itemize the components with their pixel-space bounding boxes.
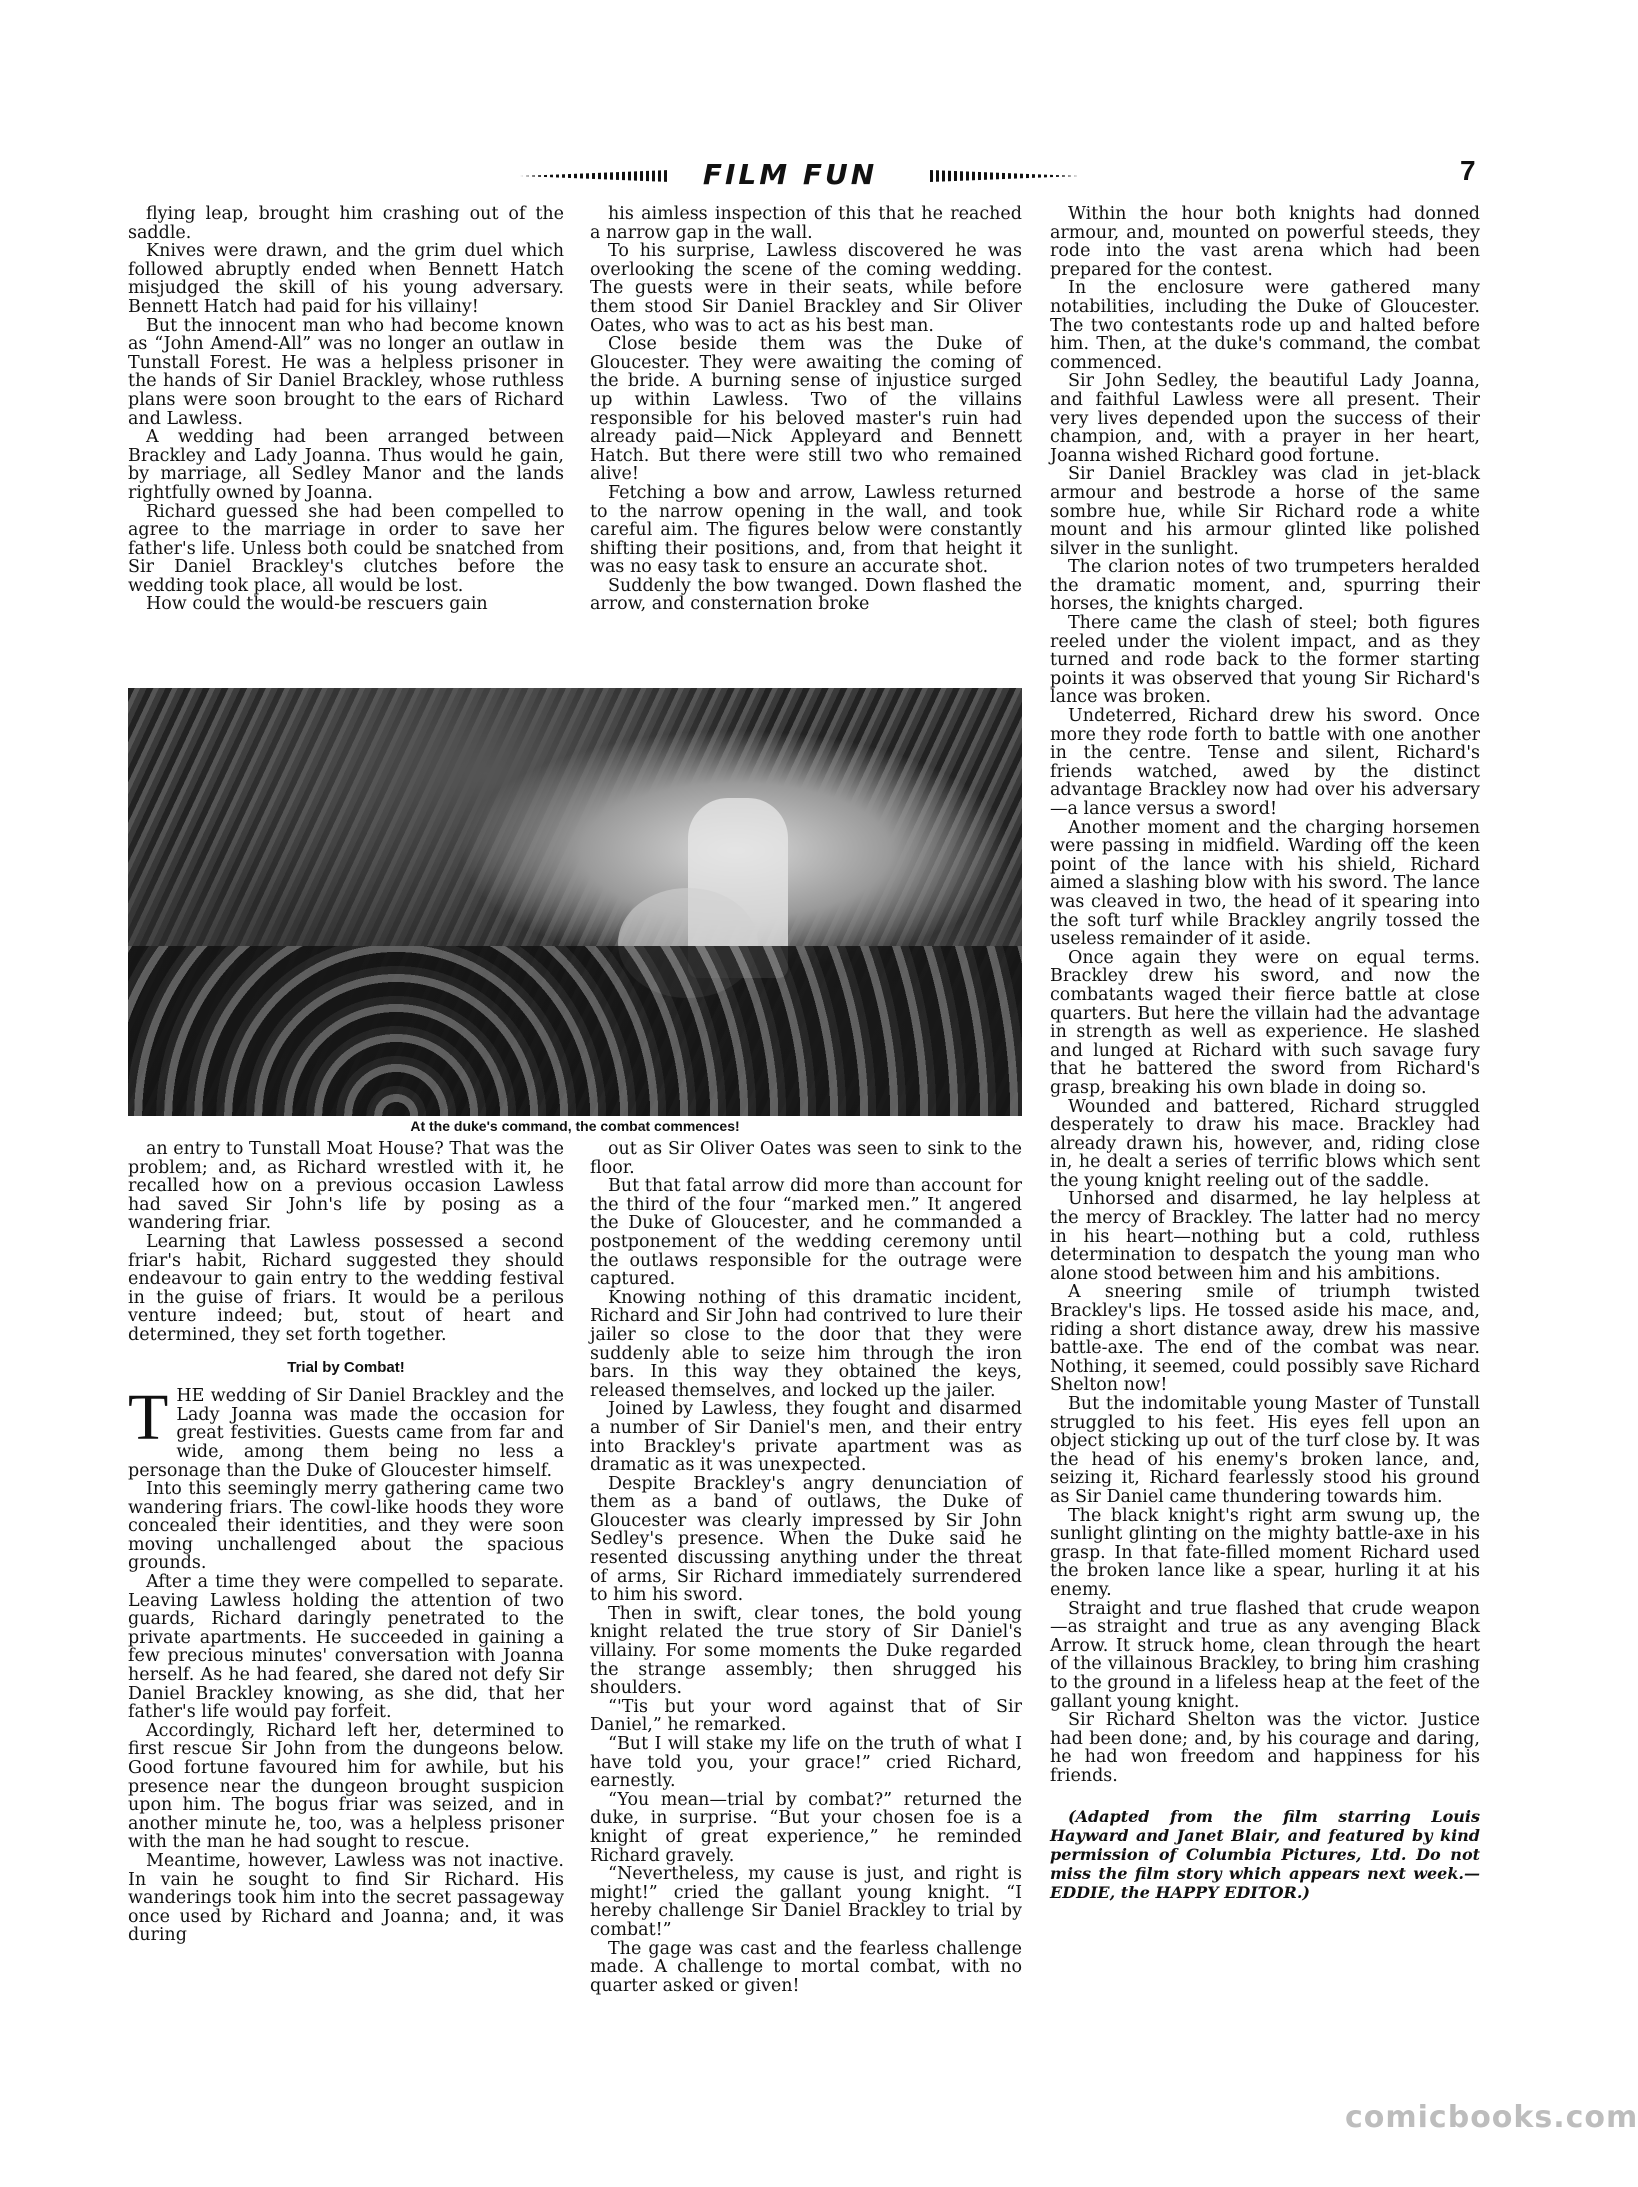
paragraph: Then in swift, clear tones, the bold young knight related the true story of Sir Daniel's villainy. For some moments the Duke regarded the strange assembly; then shrugged his shoulders.: [590, 1603, 1022, 1699]
paragraph: How could the would-be rescuers gain: [146, 594, 488, 615]
paragraph: an entry to Tunstall Moat House? That was the problem; and, as Richard wrestled with it, he recalled how on a previous occasion Lawless had saved Sir John's life by posing as a wandering friar.: [128, 1139, 564, 1234]
paragraph: Another moment and the charging horsemen were passing in midfield. Warding off the keen point of the lance with his shield, Richard aimed a slashing blow with his sword. The lance was cleaved in two, the head of it spearing into the soft turf while Brackley angrily tossed the useless remainder of it aside.: [1050, 817, 1480, 950]
paragraph: A wedding had been arranged between Brackley and Lady Joanna. Thus would he gain, by marriage, all Sedley Manor and the lands rightfully owned by Joanna.: [128, 427, 564, 503]
paragraph: “You mean—trial by combat?” returned the duke, in surprise. “But your chosen foe is a knight of great experience,” he reminded Richard gravely.: [590, 1789, 1022, 1866]
paragraph: Suddenly the bow twanged. Down flashed the arrow, and consternation broke: [590, 575, 1022, 615]
paragraph: But that fatal arrow did more than account for the third of the four “marked men.” It angered the Duke of Gloucester, and he commanded a postponement of the wedding ceremony until the outlaws responsible for the outrage were captured.: [590, 1176, 1022, 1290]
column-1-bottom: [128, 1140, 564, 1945]
column-1-bottom-paras: [128, 1140, 564, 1345]
paragraph: The black knight's right arm swung up, the sunlight glinting on the mighty battle-axe in his grasp. In that fate-filled moment Richard used the broken lance like a spear, hurling it at his enemy.: [1050, 1505, 1480, 1600]
masthead-right-ornament: [930, 170, 1080, 182]
paragraph: Undeterred, Richard drew his sword. Once more they rode forth to battle with one another in the centre. Tense and silent, Richard's friends watched, awed by the distinct advantage Brackley now had over his adversary—a lance versus a sword!: [1050, 706, 1480, 819]
paragraph: Fetching a bow and arrow, Lawless returned to the narrow opening in the wall, and took careful aim. The figures below were constantly shifting their positions, and, from that height it was no easy task to ensure an accurate shot.: [590, 482, 1022, 578]
paragraph: Once again they were on equal terms. Brackley drew his sword, and now the combatants waged their fierce battle at close quarters. But here the villain had the advantage in strength as well as experience. He slashed and lunged at Richard with such savage fury that he battered the sword from Richard's grasp, breaking his own blade in doing so.: [1050, 947, 1480, 1098]
paragraph: In the enclosure were gathered many notabilities, including the Duke of Gloucester. The two contestants rode up and halted before him. Then, at the duke's command, the combat commenced.: [1050, 278, 1480, 373]
paragraph: The clarion notes of two trumpeters heralded the dramatic moment, and, spurring their horses, the knights charged.: [1050, 557, 1480, 615]
paragraph: “But I will stake my life on the truth of what I have told you, your grace!” cried Richard, earnestly.: [590, 1734, 1022, 1792]
paragraph: Wounded and battered, Richard struggled desperately to draw his mace. Brackley had already drawn his, however, and, riding close in, he dealt a series of terrific blows which sent the young knight reeling out of the saddle.: [1050, 1096, 1480, 1191]
paragraph: Knowing nothing of this dramatic incident, Richard and Sir John had contrived to lure their jailer so close to the door that they were suddenly able to seize him through the iron bars. In this way they obtained the keys, released themselves, and locked up the jailer.: [590, 1287, 1022, 1401]
paragraph: Despite Brackley's angry denunciation of them as a band of outlaws, the Duke of Gloucester was clearly impressed by Sir John Sedley's presence. When the Duke said he resented discussing anything under the threat of arms, Sir Richard immediately surrendered to him his sword.: [590, 1473, 1022, 1606]
site-watermark: comicbooks.com: [1345, 2100, 1638, 2135]
paragraph: A sneering smile of triumph twisted Brackley's lips. He tossed aside his mace, and, riding a short distance away, drew his massive battle-axe. The end of the combat was near. Nothing, it seemed, could possibly save Richard Shelton now!: [1050, 1282, 1480, 1396]
column-1-top: [128, 205, 564, 614]
paragraph: Knives were drawn, and the grim duel which followed abruptly ended when Bennett Hatch misjudged the skill of his young adversary. Bennett Hatch had paid for his villainy!: [128, 241, 564, 317]
column-2-bottom: [590, 1140, 1022, 1995]
photo-caption: At the duke's command, the combat commences!: [410, 1118, 740, 1134]
drop-cap: T: [128, 1381, 169, 1455]
paragraph: Learning that Lawless possessed a second friar's habit, Richard suggested they should endeavour to gain entry to the wedding festival in the guise of friars. It would be a perilous venture indeed; but, stout of heart and determined, they set forth together.: [128, 1231, 564, 1345]
paragraph: Meantime, however, Lawless was not inactive. In vain he sought to find Sir Richard. His wanderings took him into the secret passageway once used by Richard and Joanna; and, it was during: [128, 1850, 564, 1946]
crowd-silhouettes: [128, 946, 1022, 1116]
dropcap-paragraph-text: HE wedding of Sir Daniel Brackley and the Lady Joanna was made the occasion for great festivities. Guests came from far and wide, among them being no less a personage than the Duke of Gloucester himself.: [128, 1386, 564, 1481]
paragraph: “Nevertheless, my cause is just, and right is might!” cried the gallant young knight. “I hereby challenge Sir Daniel Brackley to trial by combat!”: [590, 1864, 1022, 1940]
paragraph: Richard guessed she had been compelled to agree to the marriage in order to save her father's life. Unless both could be snatched from Sir Daniel Brackley's clutches before the wedding took place, all would be lost.: [128, 501, 564, 596]
paragraph: Close beside them was the Duke of Gloucester. They were awaiting the coming of the bride. A burning sense of injustice surged up within Lawless. Two of the villains responsible for his beloved master's ruin had already paid—Nick Appleyard and Bennett Hatch. But there were still two who remained alive!: [590, 334, 1022, 485]
column-3-paras: [1050, 205, 1480, 1785]
combat-illustration: [128, 688, 1022, 1116]
paragraph: Sir John Sedley, the beautiful Lady Joanna, and faithful Lawless were all present. Their very lives depended upon the success of their champion, and, with a prayer in her heart, Joanna wished Richard good fortune.: [1050, 371, 1480, 466]
column-1-after-paras: [128, 1480, 564, 1945]
paragraph: But the innocent man who had become known as “John Amend-All” was no longer an outlaw in Tunstall Forest. He was a helpless prisoner in the hands of Sir Daniel Brackley, whose ruthless plans were soon brought to the ears of Richard and Lawless.: [128, 315, 564, 429]
column-2-top: [590, 205, 1022, 614]
section-subheading: Trial by Combat!: [287, 1358, 405, 1376]
paragraph: Sir Richard Shelton was the victor. Justice had been done; and, by his courage and daring, he had won freedom and happiness for his friends.: [1050, 1710, 1480, 1786]
page-number: 7: [1460, 155, 1476, 186]
paragraph: There came the clash of steel; both figures reeled under the violent impact, and as they turned and rode back to the former starting points it was observed that young Sir Richard's lance was broken.: [1050, 613, 1480, 708]
paragraph: Joined by Lawless, they fought and disarmed a number of Sir Daniel's men, and their entry into Brackley's private apartment was as dramatic as it was unexpected.: [590, 1399, 1022, 1476]
paragraph: flying leap, brought him crashing out of the saddle.: [128, 204, 564, 243]
paragraph: “'Tis but your word against that of Sir Daniel,” he remarked.: [590, 1696, 1022, 1736]
masthead: [520, 158, 1080, 192]
adaptation-credit: (Adapted from the film starring Louis Hayward and Janet Blair, and featured by kind permission of Columbia Pictures, Ltd. Do not miss the film story which appears next week.—EDDIE, the HAPPY EDITOR.): [1050, 1807, 1480, 1903]
paragraph: To his surprise, Lawless discovered he was overlooking the scene of the coming wedding. The guests were in their seats, while before them stood Sir Daniel Brackley and Sir Oliver Oates, who was to act as his best man.: [590, 241, 1022, 336]
paragraph: out as Sir Oliver Oates was seen to sink to the floor.: [590, 1139, 1022, 1178]
masthead-title: FILM FUN: [702, 158, 878, 191]
paragraph: his aimless inspection of this that he reached a narrow gap in the wall.: [590, 204, 1022, 243]
paragraph: Into this seemingly merry gathering came two wandering friars. The cowl-like hoods they wore concealed their identities, and they were soon moving unchallenged about the spacious grounds.: [128, 1479, 564, 1574]
paragraph: Sir Daniel Brackley was clad in jet-black armour and bestrode a horse of the same sombre hue, while Sir Richard rode a white mount and his armour glinted like polished silver in the sunlight.: [1050, 464, 1480, 559]
column-3: [1050, 205, 1480, 1902]
paragraph: Within the hour both knights had donned armour, and, mounted on powerful steeds, they rode into the vast arena which had been prepared for the contest.: [1050, 204, 1480, 280]
paragraph: Unhorsed and disarmed, he lay helpless at the mercy of Brackley. The latter had no mercy in his heart—nothing but a cold, ruthless determination to despatch the young man who alone stood between him and his ambitions.: [1050, 1189, 1480, 1284]
paragraph: The gage was cast and the fearless challenge made. A challenge to mortal combat, with no quarter asked or given!: [590, 1938, 1022, 1996]
dropcap-paragraph: [128, 1381, 564, 1481]
paragraph: Straight and true flashed that crude weapon—as straight and true as any avenging Black Arrow. It struck home, clean through the heart of the villainous Brackley, to bring him crashing to the ground in a lifeless heap at the feet of the gallant young knight.: [1050, 1598, 1480, 1712]
paragraph: After a time they were compelled to separate. Leaving Lawless holding the attention of two guards, Richard daringly penetrated to the private apartments. He succeeded in gaining a few precious minutes' conversation with Joanna herself. As he had feared, she dared not defy Sir Daniel Brackley knowing, as she did, that her father's life would pay forfeit.: [128, 1572, 564, 1723]
paragraph: Accordingly, Richard left her, determined to first rescue Sir John from the dungeons below. Good fortune favoured him for awhile, but his presence near the dungeon brought suspicion upon him. The bogus friar was seized, and in another minute he, too, was a helpless prisoner with the man he had sought to rescue.: [128, 1720, 564, 1853]
paragraph: But the indomitable young Master of Tunstall struggled to his feet. His eyes fell upon an object sticking up out of the turf close by. It was the head of his enemy's broken lance, and, seizing it, Richard fearlessly stood his ground as Sir Daniel came thundering towards him.: [1050, 1394, 1480, 1507]
